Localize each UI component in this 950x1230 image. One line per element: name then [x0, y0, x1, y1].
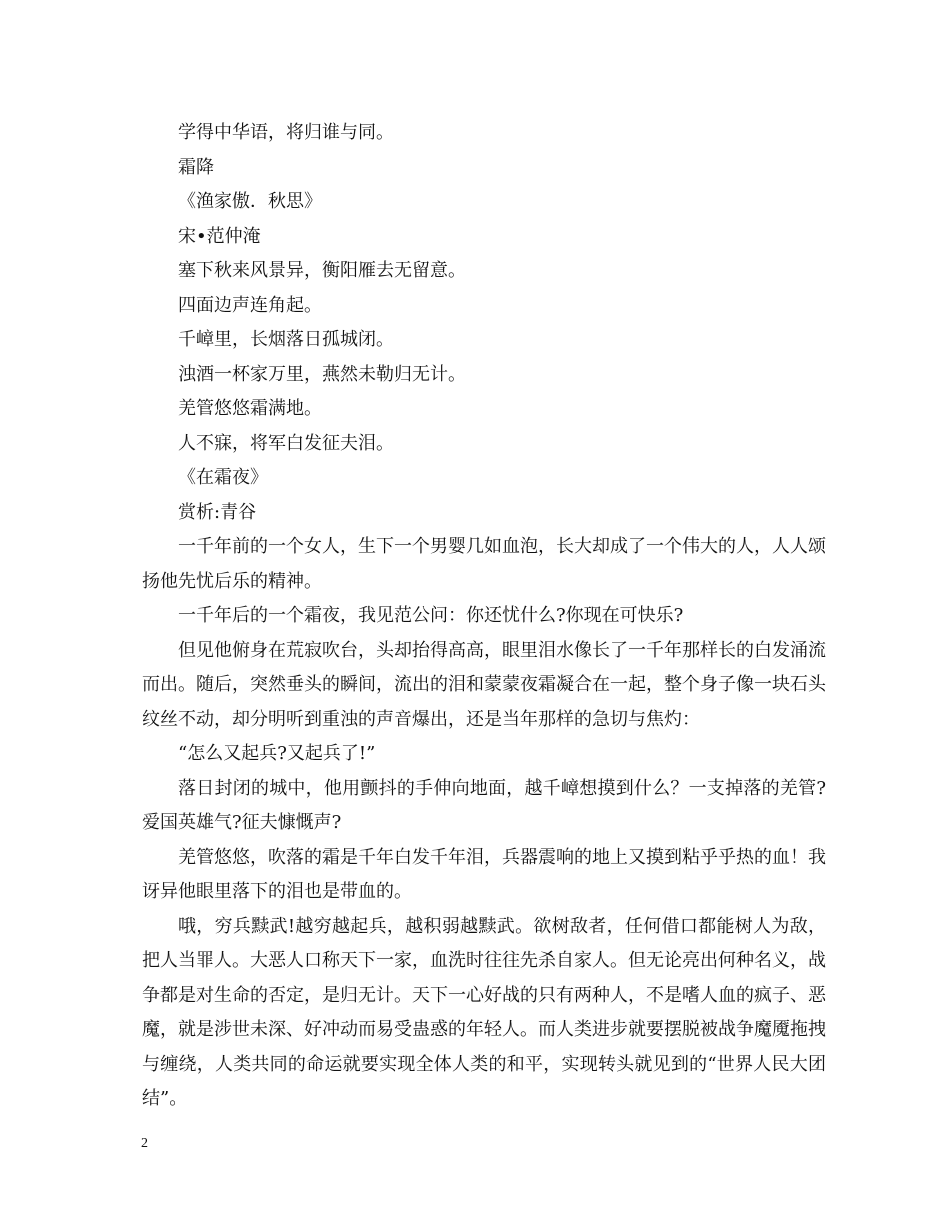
poem-line: 四面边声连角起。: [178, 294, 322, 316]
text-line: 学得中华语，将归谁与同。: [178, 122, 394, 143]
body-paragraph: 一千年后的一个霜夜，我见范公问：你还忧什么?你现在可快乐?: [178, 605, 684, 626]
poem-title: 《渔家傲．秋思》: [178, 191, 322, 212]
poem-line: 人不寐，将军白发征夫泪。: [178, 432, 394, 454]
poem-author: 宋•范仲淹: [178, 225, 261, 247]
body-paragraph: 羌管悠悠，吹落的霜是千年白发千年泪，兵器震响的地上又摸到粘乎乎热的血！我讶异他眼里落下的泪也是带血的。: [142, 846, 826, 902]
poem-line: 羌管悠悠霜满地。: [178, 398, 322, 419]
quote-paragraph: “怎么又起兵?又起兵了!”: [178, 743, 376, 764]
poem-line: 浊酒一杯家万里，燕然未勒归无计。: [178, 363, 466, 385]
essay-author: 赏析:青谷: [178, 501, 257, 523]
body-paragraph: 落日封闭的城中，他用颤抖的手伸向地面，越千嶂想摸到什么？一支掉落的羌管?爱国英雄气?征夫慷慨声?: [142, 777, 826, 833]
body-paragraph: 哦，穷兵黩武!越穷越起兵，越积弱越黩武。欲树敌者，任何借口都能树人为敌，把人当罪人。大恶人口称天下一家，血洗时往往先杀自家人。但无论亮出何种名义，战争都是对生命的否定，是归无计。天下一心好战的只有两种人，不是嗜人血的疯子、恶魔，就是涉世未深、好冲动而易受蛊惑的年轻人。而人类进步就要摆脱被战争魔魇拖拽与缠绕，人类共同的命运就要实现全体人类的和平，实现转头就见到的“世界人民大团结”。: [142, 915, 826, 1109]
body-paragraph: 一千年前的一个女人，生下一个男婴几如血泡，长大却成了一个伟大的人，人人颂扬他先忧后乐的精神。: [142, 536, 826, 592]
essay-title: 《在霜夜》: [178, 467, 268, 488]
body-paragraph: 但见他俯身在荒寂吹台，头却抬得高高，眼里泪水像长了一千年那样长的白发涌流而出。随后，突然垂头的瞬间，流出的泪和蒙蒙夜霜凝合在一起，整个身子像一块石头纹丝不动，却分明听到重浊的声音爆出，还是当年那样的急切与焦灼：: [142, 639, 826, 730]
section-heading: 霜降: [178, 156, 214, 178]
page-number: 2: [141, 1136, 148, 1151]
page-body: [142, 116, 826, 1117]
poem-line: 塞下秋来风景异，衡阳雁去无留意。: [178, 260, 466, 281]
poem-line: 千嶂里，长烟落日孤城闭。: [178, 329, 394, 350]
